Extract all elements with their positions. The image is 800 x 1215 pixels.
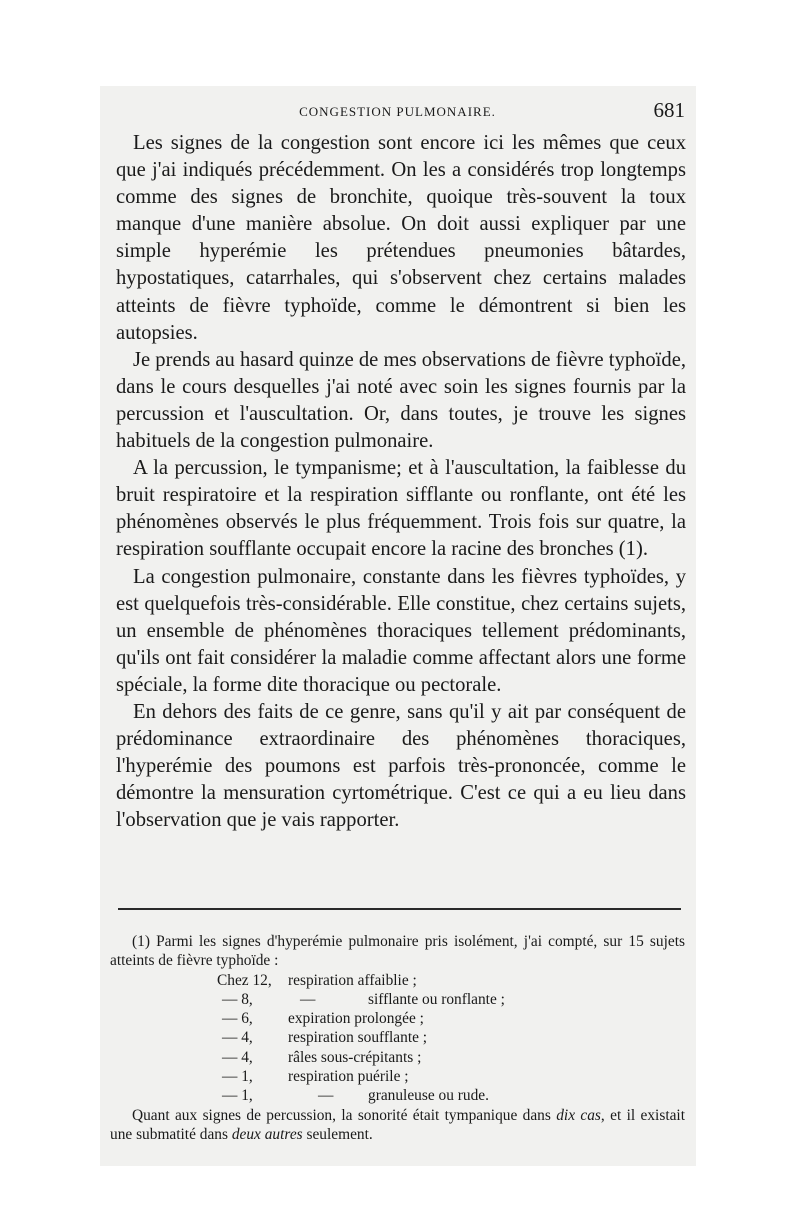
paragraph: Je prends au hasard quinze de mes observations de fièvre typhoïde, dans le cours desquelles j'ai noté avec soin les signes fournis par la percussion et l'auscultation. Or, dans toutes, je trouve les signes habituels de la congestion pulmonaire. [116, 348, 686, 453]
footnote-intro: (1) Parmi les signes d'hyperémie pulmonaire pris isolément, j'ai compté, sur 15 sujets atteints de fièvre typhoïde : [110, 933, 685, 970]
footnote-count: — 4, [222, 1029, 253, 1047]
footnote-description: respiration affaiblie ; [288, 971, 417, 989]
footnote-description: râles sous-crépitants ; [288, 1048, 422, 1066]
footnote-ditto: — [300, 990, 316, 1008]
footnote-separator [118, 908, 681, 910]
page-number: 681 [653, 98, 685, 122]
footnote-list [110, 971, 685, 1106]
footnote-closing [110, 1106, 685, 1145]
footnote-row [110, 971, 685, 990]
footnote-emphasis: dix cas [556, 1106, 601, 1124]
footnote-description: granuleuse ou rude. [368, 1087, 489, 1105]
paragraph: La congestion pulmonaire, constante dans les fièvres typhoïdes, y est quelquefois très-considérable. Elle constitue, chez certains sujets, un ensemble de phénomènes thoraciques tellement prédominants, qu'ils ont fait considérer la maladie comme affectant alors une forme spéciale, la forme dite thoracique ou pectorale. [116, 565, 686, 696]
footnote-row [110, 990, 685, 1009]
footnote-closing-text: , et il existait une submatité dans [110, 1106, 685, 1143]
footnote-description: respiration soufflante ; [288, 1029, 428, 1047]
footnote-emphasis: deux autres [231, 1125, 303, 1143]
footnote-row [110, 1009, 685, 1028]
footnote-row [110, 1086, 685, 1105]
footnote-ditto: — [318, 1087, 334, 1105]
paragraph: Les signes de la congestion sont encore ici les mêmes que ceux que j'ai indiqués précédemment. On les a considérés trop longtemps comme des signes de bronchite, quoique très-souvent la toux manque d'une manière absolue. On doit aussi expliquer par une simple hyperémie les prétendues pneumonies bâtardes, hypostatiques, catarrhales, qui s'observent chez certains malades atteints de fièvre typhoïde, comme le démontrent si bien les autopsies. [116, 132, 686, 344]
page-header [110, 98, 685, 124]
footnote-count: Chez 12, [217, 971, 272, 989]
running-title: CONGESTION PULMONAIRE. [299, 104, 496, 119]
footnote-closing-text: Quant aux signes de percussion, la sonorité était tympanique dans [132, 1106, 557, 1124]
footnote-closing-text: seulement. [302, 1125, 373, 1143]
paragraph: A la percussion, le tympanisme; et à l'auscultation, la faiblesse du bruit respiratoire et la respiration sifflante ou ronflante, ont été les phénomènes observés le plus fréquemment. Trois fois sur quatre, la respiration soufflante occupait encore la racine des bronches (1). [116, 457, 686, 561]
footnote-row [110, 1028, 685, 1047]
footnote-row [110, 1048, 685, 1067]
footnote-description: sifflante ou ronflante ; [368, 990, 505, 1008]
footnote-row [110, 1067, 685, 1086]
paragraph: En dehors des faits de ce genre, sans qu'il y ait par conséquent de prédominance extraordinaire des phénomènes thoraciques, l'hyperémie des poumons est parfois très-prononcée, comme le démontre la mensuration cyrtométrique. C'est ce qui a eu lieu dans l'observation que je vais rapporter. [116, 700, 686, 832]
footnote [110, 932, 685, 1144]
footnote-count: — 6, [222, 1010, 253, 1028]
footnote-count: — 4, [222, 1048, 253, 1066]
footnote-description: expiration prolongée ; [288, 1010, 424, 1028]
footnote-count: — 8, [222, 990, 253, 1008]
footnote-count: — 1, [222, 1068, 253, 1086]
main-text [116, 130, 686, 834]
footnote-count: — 1, [222, 1087, 253, 1105]
footnote-description: respiration puérile ; [288, 1068, 409, 1086]
